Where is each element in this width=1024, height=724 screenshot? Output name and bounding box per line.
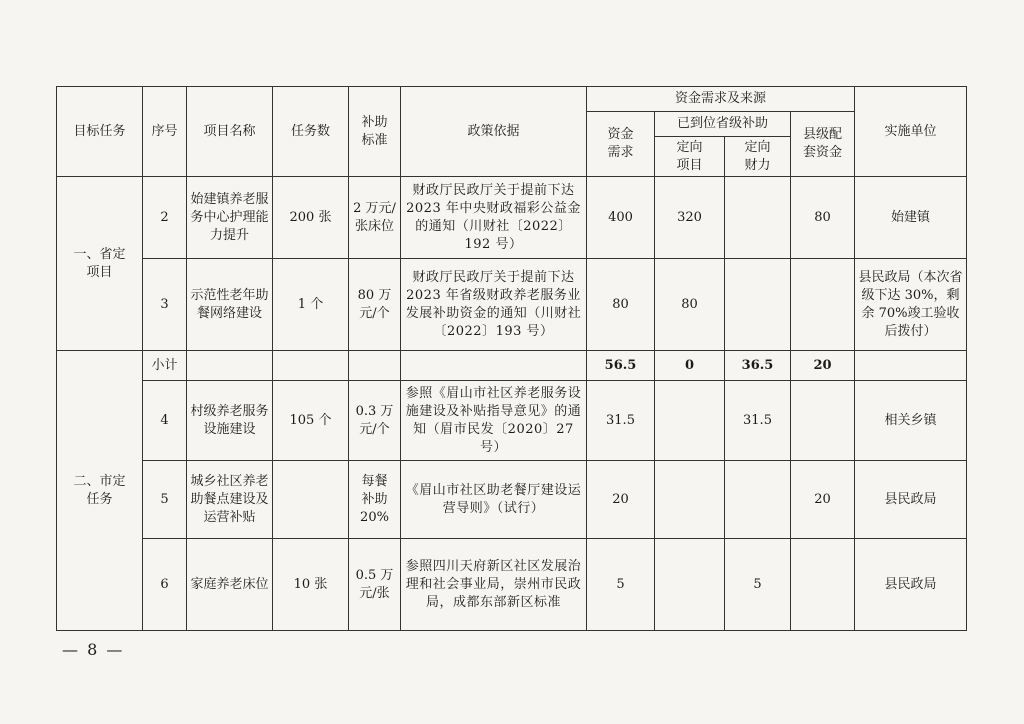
row-count bbox=[273, 461, 349, 539]
row-project: 320 bbox=[655, 177, 725, 259]
header-funds: 资金需求及来源 bbox=[587, 87, 855, 112]
header-target: 目标任务 bbox=[57, 87, 143, 177]
row-name: 城乡社区养老助餐点建设及运营补贴 bbox=[187, 461, 273, 539]
row-project bbox=[655, 381, 725, 461]
header-count: 任务数 bbox=[273, 87, 349, 177]
row-count: 1 个 bbox=[273, 259, 349, 351]
row-name: 家庭养老床位 bbox=[187, 539, 273, 631]
header-unit: 实施单位 bbox=[855, 87, 967, 177]
subtotal-demand: 56.5 bbox=[587, 351, 655, 381]
header-provincial: 已到位省级补助 bbox=[655, 112, 791, 137]
row-count: 105 个 bbox=[273, 381, 349, 461]
row-name: 示范性老年助餐网络建设 bbox=[187, 259, 273, 351]
row-project bbox=[655, 539, 725, 631]
table-row bbox=[57, 381, 967, 461]
row-seq: 2 bbox=[143, 177, 187, 259]
header-directed-finance: 定向财力 bbox=[725, 137, 791, 177]
row-demand: 80 bbox=[587, 259, 655, 351]
table-row bbox=[57, 259, 967, 351]
row-seq: 4 bbox=[143, 381, 187, 461]
table-row bbox=[57, 461, 967, 539]
group-label: 一、省定项目 bbox=[57, 177, 143, 351]
row-seq: 3 bbox=[143, 259, 187, 351]
row-seq: 6 bbox=[143, 539, 187, 631]
row-demand: 20 bbox=[587, 461, 655, 539]
row-standard: 80 万元/个 bbox=[349, 259, 401, 351]
page-number: — 8 — bbox=[62, 640, 125, 659]
row-county: 80 bbox=[791, 177, 855, 259]
header-basis: 政策依据 bbox=[401, 87, 587, 177]
row-unit: 县民政局 bbox=[855, 461, 967, 539]
row-count bbox=[273, 351, 349, 381]
row-finance bbox=[725, 177, 791, 259]
row-unit: 始建镇 bbox=[855, 177, 967, 259]
row-county bbox=[791, 381, 855, 461]
row-county bbox=[791, 259, 855, 351]
row-name: 村级养老服务设施建设 bbox=[187, 381, 273, 461]
table-row bbox=[57, 177, 967, 259]
row-standard: 0.3 万元/个 bbox=[349, 381, 401, 461]
row-unit: 相关乡镇 bbox=[855, 381, 967, 461]
row-demand: 400 bbox=[587, 177, 655, 259]
header-county: 县级配套资金 bbox=[791, 112, 855, 177]
row-unit: 县民政局 bbox=[855, 539, 967, 631]
row-basis: 参照四川天府新区社区发展治理和社会事业局，崇州市民政局，成都东部新区标准 bbox=[401, 539, 587, 631]
group-label: 二、市定任务 bbox=[57, 351, 143, 631]
subtotal-county: 20 bbox=[791, 351, 855, 381]
row-project bbox=[655, 461, 725, 539]
row-name bbox=[187, 351, 273, 381]
row-name: 始建镇养老服务中心护理能力提升 bbox=[187, 177, 273, 259]
row-basis: 参照《眉山市社区养老服务设施建设及补贴指导意见》的通知（眉市民发〔2020〕27 号） bbox=[401, 381, 587, 461]
row-finance bbox=[725, 259, 791, 351]
subtotal-row bbox=[57, 351, 967, 381]
row-unit: 县民政局（本次省级下达 30%，剩余 70%竣工验收后拨付） bbox=[855, 259, 967, 351]
row-count: 200 张 bbox=[273, 177, 349, 259]
row-demand: 31.5 bbox=[587, 381, 655, 461]
row-standard: 0.5 万元/张 bbox=[349, 539, 401, 631]
row-unit bbox=[855, 351, 967, 381]
subtotal-project: 0 bbox=[655, 351, 725, 381]
header-directed-project: 定向项目 bbox=[655, 137, 725, 177]
row-standard: 每餐补助20% bbox=[349, 461, 401, 539]
row-demand: 5 bbox=[587, 539, 655, 631]
row-finance bbox=[725, 461, 791, 539]
row-basis: 财政厅民政厅关于提前下达 2023 年省级财政养老服务业发展补助资金的通知（川财社〔2022〕193 号） bbox=[401, 259, 587, 351]
row-standard: 2 万元/张床位 bbox=[349, 177, 401, 259]
row-basis: 《眉山市社区助老餐厅建设运营导则》（试行） bbox=[401, 461, 587, 539]
row-basis bbox=[401, 351, 587, 381]
row-standard bbox=[349, 351, 401, 381]
row-finance: 31.5 bbox=[725, 381, 791, 461]
row-county: 20 bbox=[791, 461, 855, 539]
header-demand: 资金需求 bbox=[587, 112, 655, 177]
row-finance: 5 bbox=[725, 539, 791, 631]
row-basis: 财政厅民政厅关于提前下达 2023 年中央财政福彩公益金的通知（川财社〔2022〕192 号） bbox=[401, 177, 587, 259]
header-name: 项目名称 bbox=[187, 87, 273, 177]
header-row bbox=[57, 87, 967, 112]
subtotal-label: 小计 bbox=[143, 351, 187, 381]
row-count: 10 张 bbox=[273, 539, 349, 631]
funding-table bbox=[56, 86, 967, 631]
row-county bbox=[791, 539, 855, 631]
header-standard: 补助标准 bbox=[349, 87, 401, 177]
row-project: 80 bbox=[655, 259, 725, 351]
header-seq: 序号 bbox=[143, 87, 187, 177]
table-row bbox=[57, 539, 967, 631]
subtotal-finance: 36.5 bbox=[725, 351, 791, 381]
row-seq: 5 bbox=[143, 461, 187, 539]
